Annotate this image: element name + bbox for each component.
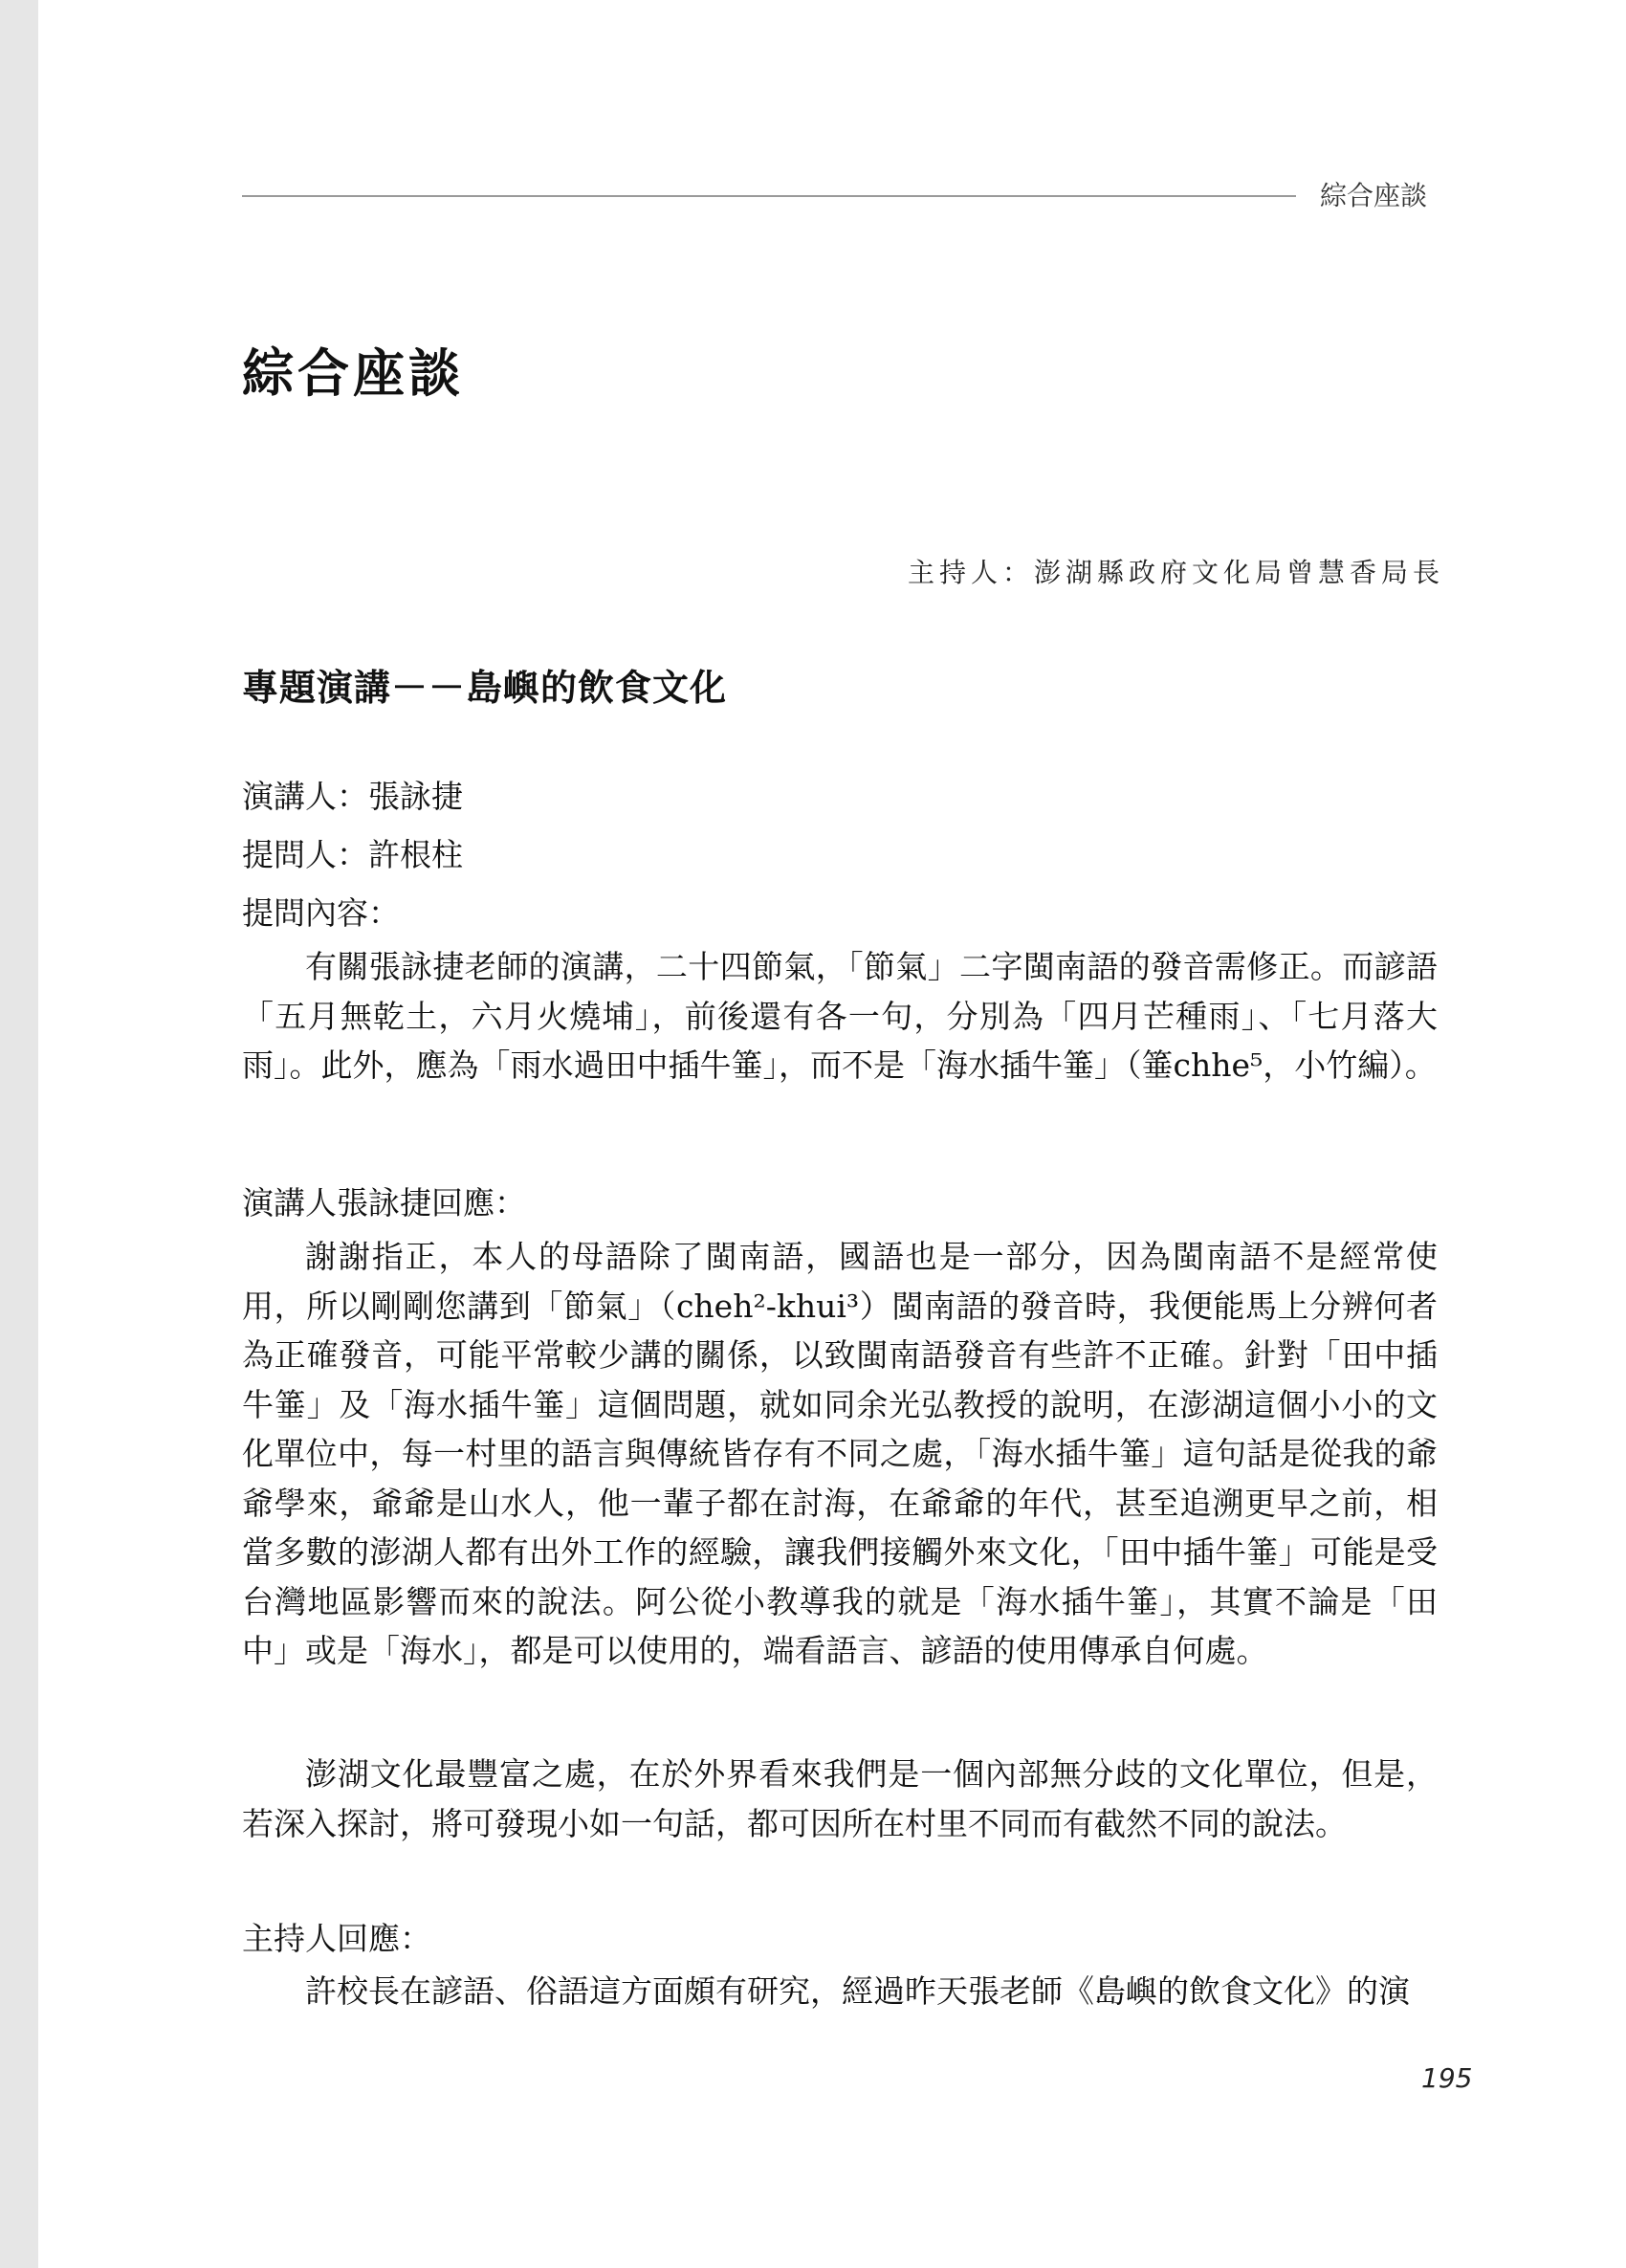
moderator-paragraph: 許校長在諺語、俗語這方面頗有研究，經過昨天張老師《島嶼的飲食文化》的演 [305, 1972, 1410, 2010]
speaker-label: 演講人：張詠捷 [242, 778, 463, 815]
response-paragraph: 謝謝指正，本人的母語除了閩南語，國語也是一部分，因為閩南語不是經常使用，所以剛剛您講到「節氣」（cheh²-khui³）閩南語的發音時，我便能馬上分辨何者為正確發音，可能平常較少講的關係，以致閩南語發音有些許不正確。針對「田中插牛箠」及「海水插牛箠」這個問題，就如同余光弘教授的說明，在澎湖這個小小的文化單位中，每一村里的語言與傳統皆存有不同之處，「海水插牛箠」這句話是從我的爺爺學來，爺爺是山水人，他一輩子都在討海，在爺爺的年代，甚至追溯更早之前，相當多數的澎湖人都有出外工作的經驗，讓我們接觸外來文化，「田中插牛箠」可能是受台灣地區影響而來的說法。阿公從小教導我的就是「海水插牛箠」，其實不論是「田中」或是「海水」，都是可以使用的，端看語言、諺語的使用傳承自何處。 [242, 1238, 1438, 1669]
section-title: 專題演講－－島嶼的飲食文化 [242, 666, 728, 709]
header-divider [242, 195, 1296, 197]
questioner-label: 提問人：許根柱 [242, 836, 463, 873]
speaker-response-heading: 演講人張詠捷回應： [242, 1184, 526, 1222]
question-heading: 提問內容： [242, 894, 400, 932]
page-number: 195 [1421, 2062, 1473, 2094]
moderator-response-heading: 主持人回應： [242, 1920, 431, 1957]
running-head: 綜合座談 [1320, 180, 1428, 211]
question-paragraph: 有關張詠捷老師的演講，二十四節氣，「節氣」二字閩南語的發音需修正。而諺語「五月無乾土，六月火燒埔」，前後還有各一句，分別為「四月芒種雨」、「七月落大雨」。此外，應為「雨水過田中插牛箠」，而不是「海水插牛箠」（箠chhe⁵，小竹編）。 [242, 948, 1438, 1084]
moderator-line: 主持人：澎湖縣政府文化局曾慧香局長 [907, 557, 1444, 588]
page-margin-strip [0, 0, 38, 2268]
page-title: 綜合座談 [242, 343, 464, 404]
response-paragraph: 澎湖文化最豐富之處，在於外界看來我們是一個內部無分歧的文化單位，但是，若深入探討，將可發現小如一句話，都可因所在村里不同而有截然不同的說法。 [242, 1755, 1438, 1842]
